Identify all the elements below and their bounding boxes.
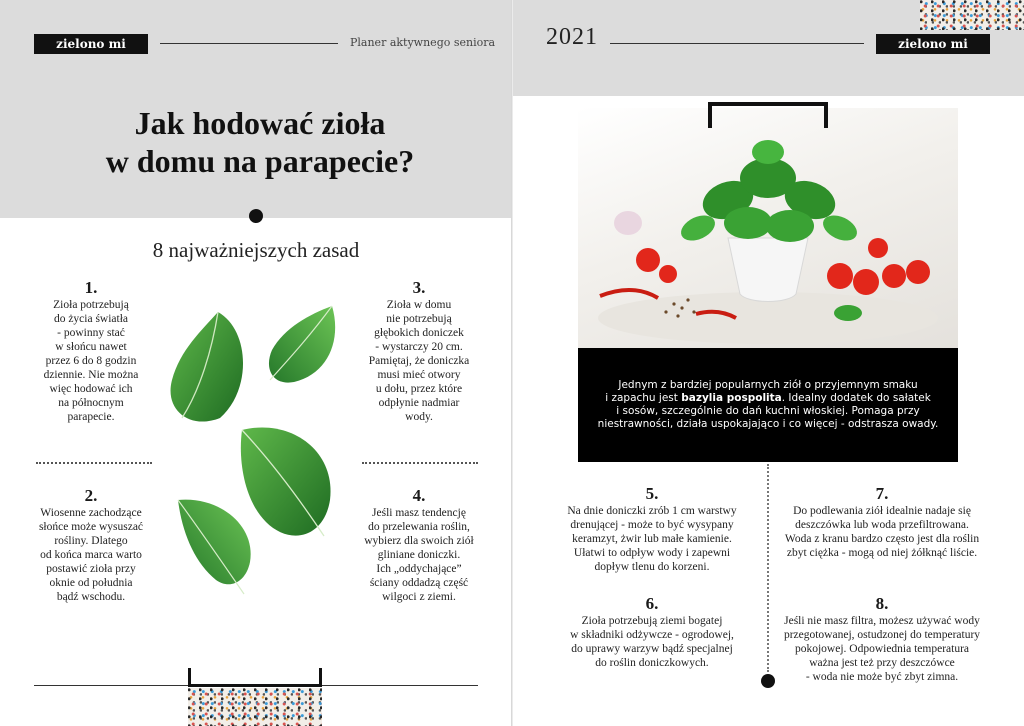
rule-number: 2. — [84, 486, 98, 505]
rules-subtitle: 8 najważniejszych zasad — [152, 238, 360, 262]
rule-text: Na dnie doniczki zrób 1 cm warstwy drenującej - może to być wysypany keramzyt, żwir lub małe kamienie. Ułatwi to odpływ wody i zapewni dopływ tlenu do korzeni. — [567, 505, 737, 573]
rule-text: Jeśli nie masz filtra, możesz używać wody przegotowanej, ostudzonej do temperatury pokojowej. Odpowiednia temperatura ważna jest też przy deszczówce - woda nie może być zbyt zimna. — [783, 615, 981, 683]
title-dot-marker — [249, 209, 263, 223]
header-rule-left — [160, 43, 338, 44]
rule-8 — [776, 594, 988, 684]
header-rule-right — [610, 43, 864, 44]
rule-5 — [552, 484, 752, 574]
brand-tag-left: zielono mi — [34, 34, 148, 54]
rule-number: 4. — [412, 486, 426, 505]
rule-number: 7. — [875, 484, 889, 503]
basil-leaf-icon — [171, 312, 243, 422]
year-label: 2021 — [546, 24, 598, 50]
rule-4 — [346, 486, 492, 604]
rule-3 — [352, 278, 486, 424]
title-line-1: Jak hodować zioła — [134, 105, 386, 141]
publication-name: Planer aktywnego seniora — [350, 36, 496, 49]
rule-1 — [30, 278, 152, 424]
dotted-divider-left — [36, 462, 152, 464]
bottom-dot-marker — [761, 674, 775, 688]
dotted-divider-vertical — [767, 464, 769, 672]
rule-text: Jeśli masz tendencję do przelewania roślin, wybierz dla swoich ziół gliniane doniczki. Ich „oddychające” ściany oddadzą część wilgoci z ziemi. — [364, 507, 474, 603]
rule-number: 5. — [645, 484, 659, 503]
rule-text: Zioła potrzebują ziemi bogatej w składniki odżywcze - ogrodowej, do uprawy warzyw bądź specjalnej do roślin doniczkowych. — [570, 615, 734, 669]
title-line-2: w domu na parapecie? — [105, 143, 415, 179]
rule-number: 8. — [875, 594, 889, 613]
rule-6 — [552, 594, 752, 670]
photo-bracket-top — [708, 102, 828, 128]
basil-photo-art — [578, 108, 958, 348]
basil-leaves-illustration — [160, 300, 350, 600]
basil-leaf-icon — [178, 500, 251, 594]
dotted-divider-right — [362, 462, 478, 464]
brand-tag-right: zielono mi — [876, 34, 990, 54]
page-title — [60, 104, 460, 180]
page-fold — [511, 0, 513, 726]
rule-2 — [24, 486, 158, 604]
rule-7 — [776, 484, 988, 560]
photo-caption: Jednym z bardziej popularnych ziół o przyjemnym smaku i zapachu jest bazylia pospolita. Idealny dodatek do sałatek i sosów, szczególnie do dań kuchni włoskiej. Pomaga przy niestrawności, działa uspokajająco i co więcej - odstrasza owady. — [578, 348, 958, 462]
basil-leaf-icon — [269, 306, 335, 383]
rule-text: Wiosenne zachodzące słońce może wysuszać rośliny. Dlatego od końca marca warto postawić zioła przy oknie od południa bądź wschodu. — [38, 507, 144, 603]
rule-number: 6. — [645, 594, 659, 613]
rule-text: Zioła w domu nie potrzebują głębokich doniczek - wystarczy 20 cm. Pamiętaj, że doniczka musi mieć otwory u dołu, przez które odpłynie nadmiar wody. — [368, 299, 470, 423]
rule-text: Do podlewania ziół idealnie nadaje się deszczówka lub woda przefiltrowana. Woda z kranu bardzo często jest dla roślin zbyt ciężka - mogą od niej żółknąć liście. — [784, 505, 980, 559]
basil-plant-photo — [578, 108, 958, 348]
rule-number: 1. — [84, 278, 98, 297]
terrazzo-pattern-top — [920, 0, 1024, 30]
bracket-bottom — [188, 668, 322, 687]
basil-leaf-icon — [241, 427, 331, 536]
rule-number: 3. — [412, 278, 426, 297]
rule-text: Zioła potrzebują do życia światła - powinny stać w słońcu nawet przez 6 do 8 godzin dziennie. Nie można więc hodować ich na północnym parapecie. — [43, 299, 139, 423]
terrazzo-pattern-bottom — [188, 688, 322, 726]
highlight-plant-name: bazylia pospolita — [681, 392, 782, 404]
